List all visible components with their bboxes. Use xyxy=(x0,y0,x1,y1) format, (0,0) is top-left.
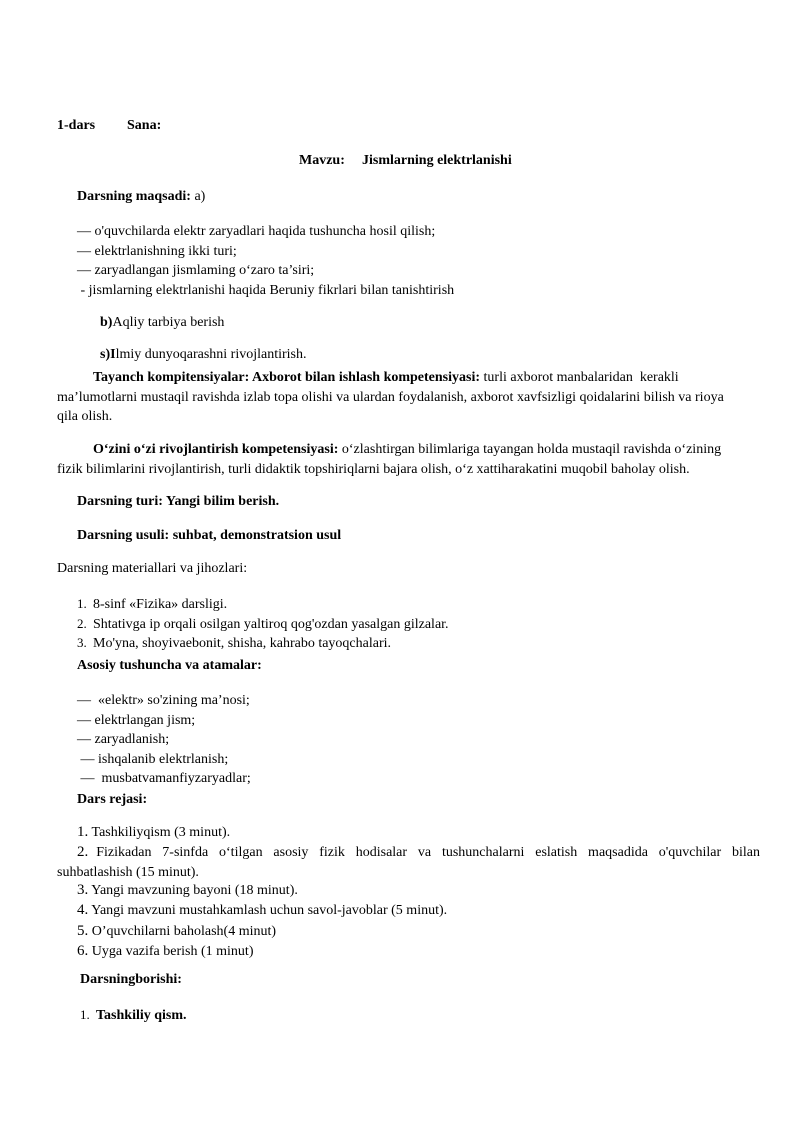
materials-item-num: 1. xyxy=(77,596,87,611)
plan-item-text: Yangi mavzuning bayoni (18 minut). xyxy=(91,883,298,898)
progress-label xyxy=(80,970,182,990)
materials-item xyxy=(77,633,391,654)
progress-first-num: 1. xyxy=(80,1007,90,1022)
materials-item xyxy=(77,594,227,615)
plan-item-num: 2. xyxy=(77,844,89,860)
goal-heading xyxy=(77,187,205,207)
materials-item-num: 2. xyxy=(77,616,87,631)
materials-item-text: 8-sinf «Fizika» darsligi. xyxy=(93,597,228,612)
goal-s-text: lmiy dunyoqarashni rivojlantirish. xyxy=(115,347,307,362)
concept-item: — musbatvamanfiyzaryadlar; xyxy=(77,771,251,786)
lesson-method xyxy=(77,526,341,546)
goal-item: - jismlarning elektrlanishi haqida Beruniy fikrlari bilan tanishtirish xyxy=(77,283,455,298)
materials-item-num: 3. xyxy=(77,635,87,650)
goal-label: Darsning maqsadi: xyxy=(77,189,191,204)
concept-item: — ishqalanib elektrlanish; xyxy=(77,752,229,767)
plan-item-num: 4. xyxy=(77,902,89,918)
materials-item-text: Shtativga ip orqali osilgan yaltiroq qog'ozdan yasalgan gilzalar. xyxy=(93,617,449,632)
date-label-text: Sana: xyxy=(127,118,162,133)
concepts-label xyxy=(77,656,262,676)
topic-title-text: Jismlarning elektrlanishi xyxy=(362,153,512,168)
concept-item: — «elektr» so'zining ma’nosi; xyxy=(77,693,250,708)
lesson-number xyxy=(57,116,95,136)
competence1-label: Tayanch kompitensiyalar: Axborot bilan ishlash kompetensiyasi: xyxy=(93,370,481,385)
plan-item-text: O’quvchilarni baholash(4 minut) xyxy=(91,924,277,939)
goal-s xyxy=(100,345,306,365)
goal-b-text: Aqliy tarbiya berish xyxy=(112,315,225,330)
competence1-line1 xyxy=(93,368,679,388)
goal-item: — o'quvchilarda elektr zaryadlari haqida tushuncha hosil qilish; xyxy=(77,224,436,239)
goal-b-label: b) xyxy=(100,315,113,330)
progress-first-text: Tashkiliy qism. xyxy=(96,1008,187,1023)
plan-item xyxy=(77,901,447,921)
plan-item-cont: suhbatlashish (15 minut). xyxy=(57,864,199,880)
lesson-method-text: Darsning usuli: suhbat, demonstratsion usul xyxy=(77,528,342,543)
goal-suffix: a) xyxy=(194,189,206,204)
concept-item: — elektrlangan jism; xyxy=(77,713,196,728)
competence2-label: O‘zini o‘zi rivojlantirish kompetensiyasi: xyxy=(93,442,339,457)
goal-s-label: s)I xyxy=(100,347,116,362)
concepts-label-text: Asosiy tushuncha va atamalar: xyxy=(77,658,262,673)
lesson-type-text: Darsning turi: Yangi bilim berish. xyxy=(77,494,280,509)
competence1-line2: ma’lumotlarni mustaqil ravishda izlab topa olishi va ulardan foydalanish, axborot xavfsizligi qoidalarini bilish va rioya xyxy=(57,390,724,405)
competence2-text: o‘zlashtirgan bilimlariga tayangan holda mustaqil ravishda o‘zining xyxy=(338,442,722,457)
date-label xyxy=(127,116,161,136)
progress-first-item xyxy=(80,1005,187,1026)
plan-item-num: 5. xyxy=(77,923,89,939)
competence2-line1 xyxy=(93,440,721,460)
plan-item xyxy=(57,843,760,882)
lesson-type xyxy=(77,492,279,512)
plan-label xyxy=(77,790,147,810)
goal-b xyxy=(100,313,224,333)
materials-item xyxy=(77,614,449,635)
plan-item-num: 6. xyxy=(77,943,89,959)
plan-item xyxy=(77,922,276,942)
topic-title xyxy=(362,151,512,171)
plan-item xyxy=(77,881,298,901)
plan-item-text: Fizikadan 7-sinfda o‘tilgan asosiy fizik hodisalar va tushunchalarni eslatish maqsadida o'quvchilar bilan xyxy=(96,845,760,860)
plan-item-text: Uyga vazifa berish (1 minut) xyxy=(91,944,254,959)
plan-item-line xyxy=(57,843,760,863)
plan-item xyxy=(77,823,230,843)
materials-label: Darsning materiallari va jihozlari: xyxy=(57,561,248,576)
lesson-number-text: 1-dars xyxy=(57,118,96,133)
progress-label-text: Darsningborishi: xyxy=(80,972,182,987)
competence1-line3: qila olish. xyxy=(57,409,113,424)
materials-item-text: Mo'yna, shoyivaebonit, shisha, kahrabo tayoqchalari. xyxy=(93,636,392,651)
plan-item-text: Tashkiliyqism (3 minut). xyxy=(91,825,231,840)
plan-item-text: Yangi mavzuni mustahkamlash uchun savol-javoblar (5 minut). xyxy=(91,903,448,918)
competence1-text: turli axborot manbalaridan kerakli xyxy=(480,370,679,385)
plan-item xyxy=(77,942,253,962)
concept-item: — zaryadlanish; xyxy=(77,732,170,747)
plan-item-num: 3. xyxy=(77,882,89,898)
topic-label xyxy=(299,151,345,171)
competence2-line2: fizik bilimlarini rivojlantirish, turli didaktik topshiriqlarni bajara olish, o‘z xattiharakatini muqobil baholay olish. xyxy=(57,462,690,477)
topic-label-text: Mavzu: xyxy=(299,153,345,168)
goal-item: — elektrlanishning ikki turi; xyxy=(77,244,237,259)
plan-label-text: Dars rejasi: xyxy=(77,792,148,807)
plan-item-num: 1. xyxy=(77,824,89,840)
goal-item: — zaryadlangan jismlaming o‘zaro ta’siri; xyxy=(77,263,315,278)
